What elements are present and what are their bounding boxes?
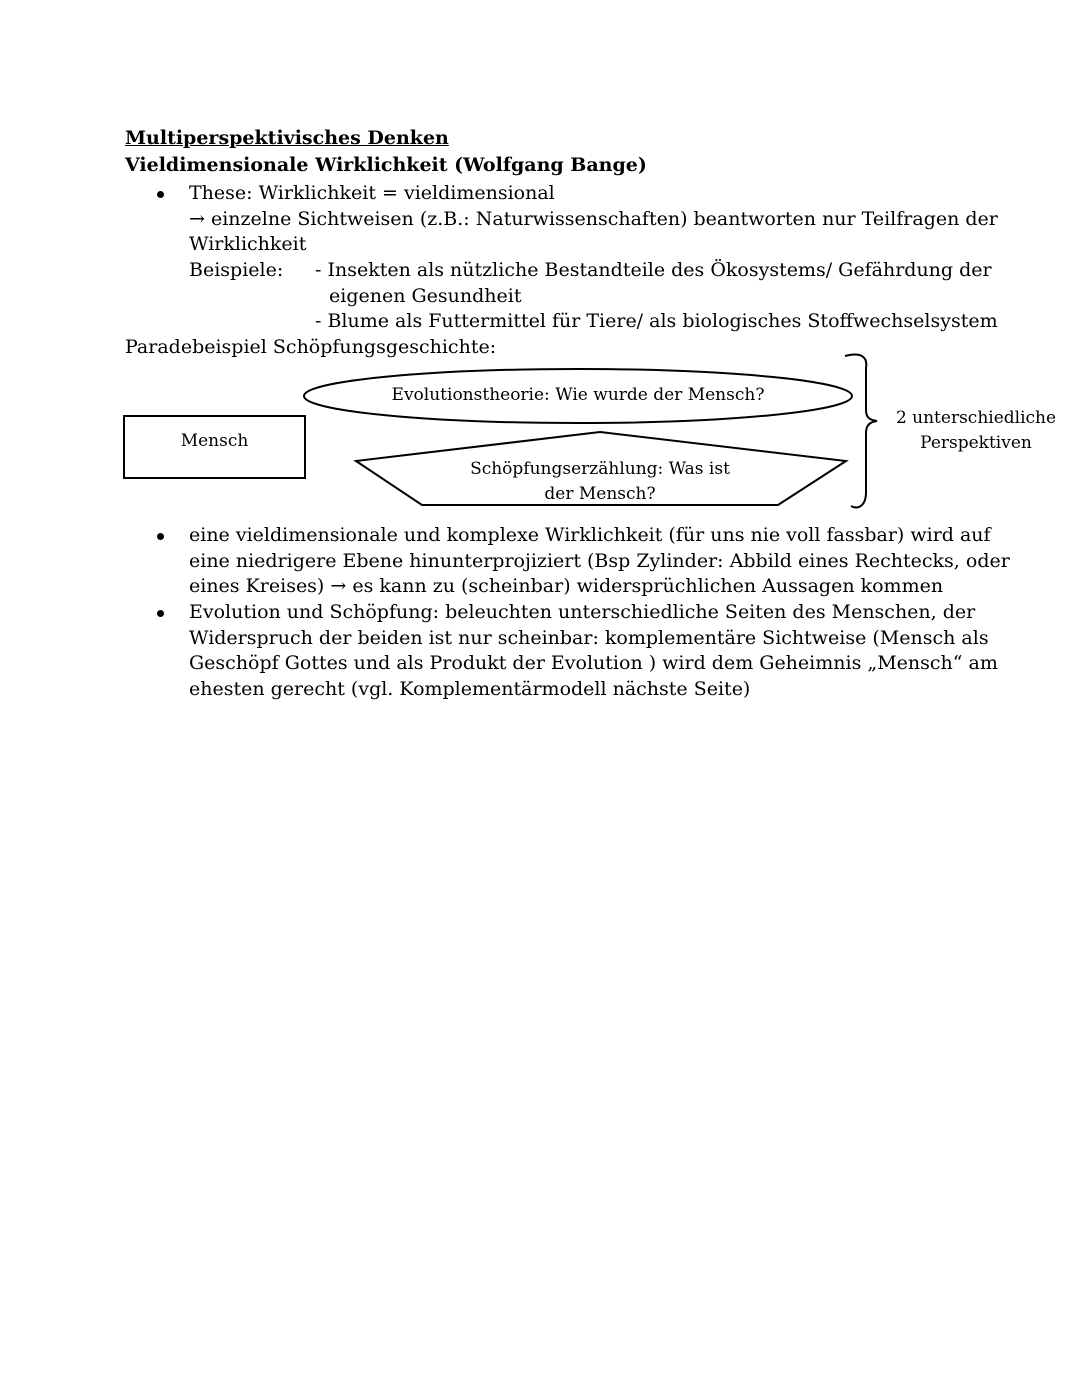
bullet-3-line-3: Geschöpf Gottes und als Produkt der Evolution ) wird dem Geheimnis „Mensch“ am [189,652,998,674]
bullet-3-line-4: ehesten gerecht (vgl. Komplementärmodell nächste Seite) [189,678,751,700]
evolution-label: Evolutionstheorie: Wie wurde der Mensch? [391,385,765,405]
bullet-3-line-1: Evolution und Schöpfung: beleuchten unterschiedliche Seiten des Menschen, der [189,601,976,623]
bullet-2-line-3: eines Kreises) → es kann zu (scheinbar) widersprüchlichen Aussagen kommen [189,575,944,597]
section-subtitle: Vieldimensionale Wirklichkeit (Wolfgang Bange) [125,154,647,176]
bullet-2-line-1: eine vieldimensionale und komplexe Wirklichkeit (für uns nie voll fassbar) wird auf [189,524,991,546]
bullet-2-line-2: eine niedrigere Ebene hinunterprojiziert (Bsp Zylinder: Abbild eines Rechtecks, oder [189,550,1010,572]
brace-label-line-2: Perspektiven [920,433,1032,453]
example-1-line-1: - Insekten als nützliche Bestandteile des Ökosystems/ Gefährdung der [315,259,992,281]
bullet-marker [157,533,164,540]
bullet-marker [157,610,164,617]
examples-label: Beispiele: [189,259,284,281]
curly-brace [845,355,877,508]
schoepfung-label-line-2: der Mensch? [544,484,656,504]
these-line-2: → einzelne Sichtweisen (z.B.: Naturwissenschaften) beantworten nur Teilfragen der [189,208,998,230]
example-2: - Blume als Futtermittel für Tiere/ als biologisches Stoffwechselsystem [315,310,998,332]
example-1-line-2: eigenen Gesundheit [329,285,522,307]
these-line-1: These: Wirklichkeit = vieldimensional [189,182,555,204]
parade-heading: Paradebeispiel Schöpfungsgeschichte: [125,336,497,358]
these-line-3: Wirklichkeit [189,233,307,255]
schoepfung-label-line-1: Schöpfungserzählung: Was ist [470,459,730,479]
mensch-label: Mensch [180,431,249,451]
bullet-3-line-2: Widerspruch der beiden ist nur scheinbar: komplementäre Sichtweise (Mensch als [189,627,989,649]
page-title: Multiperspektivisches Denken [125,127,449,149]
brace-label-line-1: 2 unterschiedliche [895,408,1057,428]
